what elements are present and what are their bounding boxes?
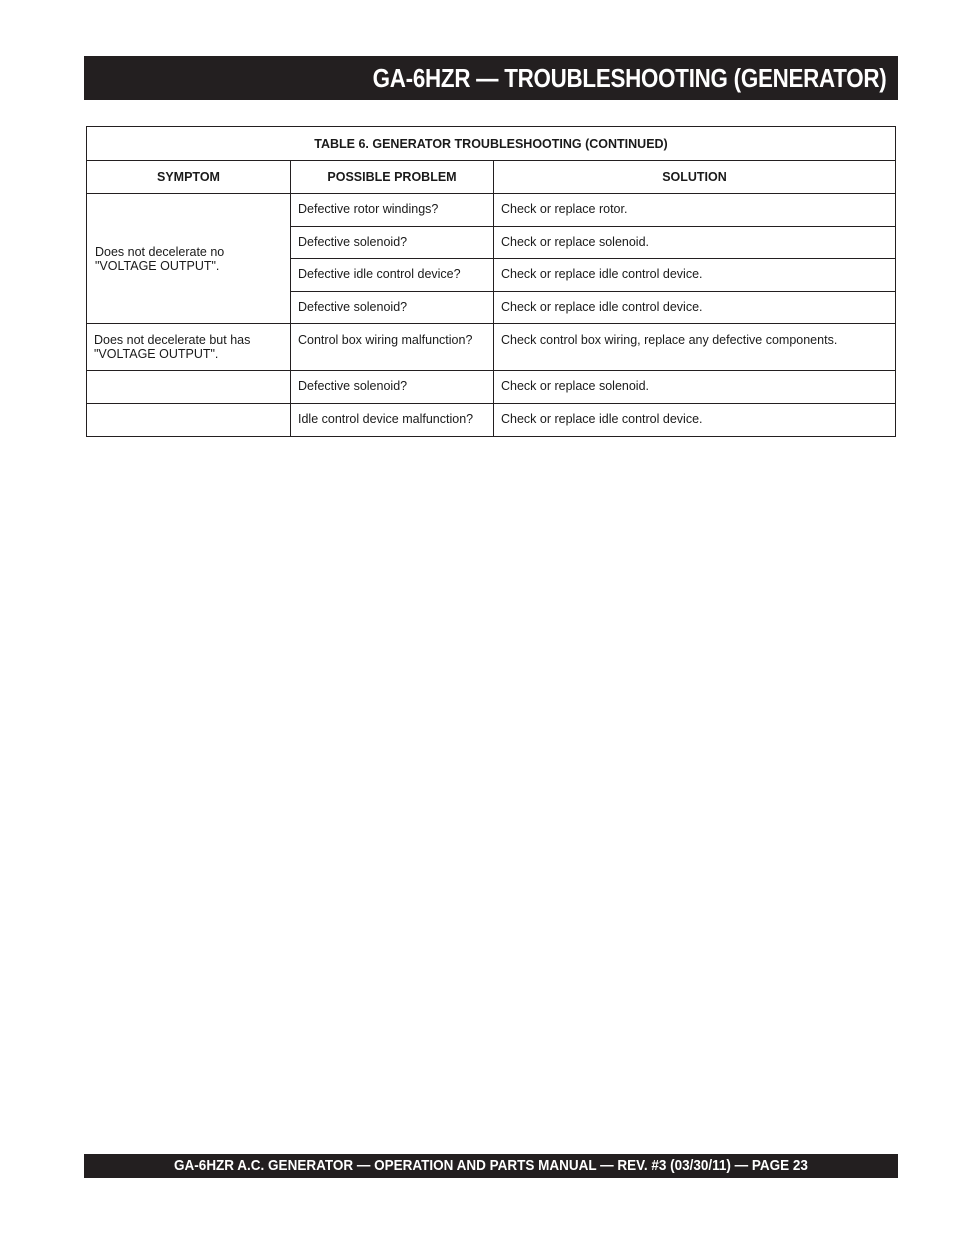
problem-cell: Defective solenoid?: [291, 291, 494, 324]
problem-cell: Defective idle control device?: [291, 259, 494, 292]
table-row: [87, 324, 896, 371]
problem-cell: Control box wiring malfunction?: [291, 324, 494, 371]
column-header-solution: SOLUTION: [494, 161, 896, 194]
solution-cell: Check or replace solenoid.: [494, 226, 896, 259]
table-header-row: [87, 161, 896, 194]
page-title: GA-6HZR — TROUBLESHOOTING (GENERATOR): [372, 63, 886, 93]
troubleshooting-table: [86, 126, 896, 437]
problem-cell: Defective rotor windings?: [291, 194, 494, 227]
table-row: [87, 194, 896, 227]
solution-cell: Check control box wiring, replace any defective components.: [494, 324, 896, 371]
table-row: [87, 371, 896, 404]
solution-cell: Check or replace idle control device.: [494, 403, 896, 436]
solution-cell: Check or replace rotor.: [494, 194, 896, 227]
solution-cell: Check or replace idle control device.: [494, 291, 896, 324]
table-row: [87, 403, 896, 436]
column-header-symptom: SYMPTOM: [87, 161, 291, 194]
symptom-cell: [87, 371, 291, 404]
symptom-cell: Does not decelerate but has "VOLTAGE OUTPUT".: [87, 324, 291, 371]
solution-cell: Check or replace idle control device.: [494, 259, 896, 292]
page-footer-bar: [84, 1154, 898, 1178]
table-caption: TABLE 6. GENERATOR TROUBLESHOOTING (CONTINUED): [87, 127, 896, 161]
problem-cell: Defective solenoid?: [291, 226, 494, 259]
problem-cell: Defective solenoid?: [291, 371, 494, 404]
page-footer: GA-6HZR A.C. GENERATOR — OPERATION AND PARTS MANUAL — REV. #3 (03/30/11) — PAGE 23: [174, 1157, 808, 1174]
symptom-cell: [87, 403, 291, 436]
page-header-bar: [84, 56, 898, 100]
solution-cell: Check or replace solenoid.: [494, 371, 896, 404]
column-header-possible-problem: POSSIBLE PROBLEM: [291, 161, 494, 194]
problem-cell: Idle control device malfunction?: [291, 403, 494, 436]
symptom-cell: Does not decelerate no "VOLTAGE OUTPUT".: [87, 194, 291, 324]
table-caption-row: [87, 127, 896, 161]
